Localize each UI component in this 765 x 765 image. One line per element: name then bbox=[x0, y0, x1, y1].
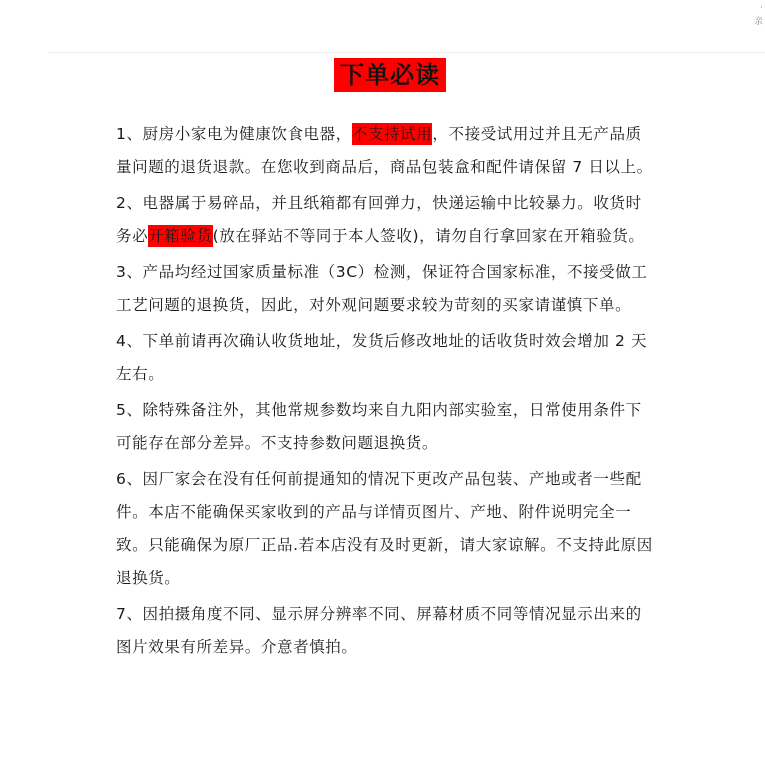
page-title: 下单必读 bbox=[334, 58, 446, 92]
notice-item-7: 7、因拍摄角度不同、显示屏分辨率不同、屏幕材质不同等情况显示出来的图片效果有所差异。介意者慎拍。 bbox=[116, 605, 642, 656]
notice-item-2 bbox=[116, 187, 656, 253]
notice-item-4: 4、下单前请再次确认收货地址，发货后修改地址的话收货时效会增加 2 天左右。 bbox=[116, 332, 648, 383]
notice-item-2-text-before: 2、电器属于易碎品，并且纸箱都有回弹力，快递运输中比较暴力。收货时务必 bbox=[116, 194, 642, 245]
notice-item-1 bbox=[116, 118, 656, 184]
corner-mark-line-1: · bbox=[760, 3, 763, 13]
notice-item-2-text-after: (放在驿站不等同于本人签收)，请勿自行拿回家在开箱验货。 bbox=[212, 227, 645, 245]
top-divider bbox=[48, 52, 765, 53]
notice-item-1-text-before: 1、厨房小家电为健康饮食电器， bbox=[116, 125, 352, 143]
notice-item-1-highlight: 不支持试用 bbox=[351, 125, 433, 143]
notice-item-5: 5、除特殊备注外，其他常规参数均来自九阳内部实验室，日常使用条件下可能存在部分差异。不支持参数问题退换货。 bbox=[116, 401, 642, 452]
notice-item-3: 3、产品均经过国家质量标准（3C）检测，保证符合国家标准，不接受做工工艺问题的退换货，因此，对外观问题要求较为苛刻的买家请谨慎下单。 bbox=[116, 263, 648, 314]
corner-mark bbox=[754, 2, 763, 29]
notice-item-6: 6、因厂家会在没有任何前提通知的情况下更改产品包装、产地或者一些配件。本店不能确保买家收到的产品与详情页图片、产地、附件说明完全一致。只能确保为原厂正品.若本店没有及时更新，请大家谅解。不支持此原因退换货。 bbox=[116, 470, 653, 587]
notice-item-1-text-after: ，不接受试用过并且无产品质量问题的退货退款。在您收到商品后，商品包装盒和配件请保留 7 日以上。 bbox=[116, 125, 653, 176]
notice-list bbox=[116, 118, 656, 667]
corner-mark-line-2: 亲 bbox=[753, 16, 763, 27]
notice-item-2-highlight: 开箱验货 bbox=[148, 227, 213, 245]
